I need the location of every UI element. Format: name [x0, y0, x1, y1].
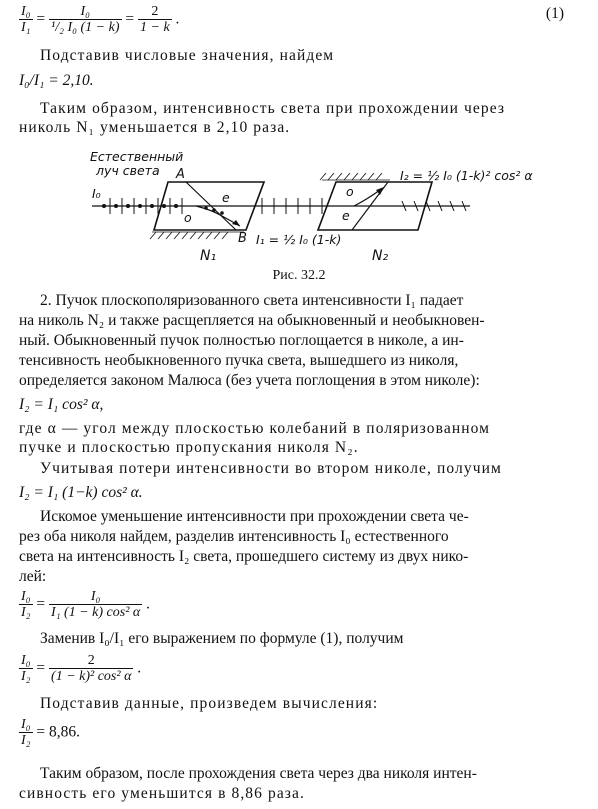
paragraph-4-line-1: где α — угол между плоскостью колебаний в поляризованном: [19, 420, 491, 437]
paragraph-3-line-4: тенсивность необыкновенного пучка света, вышедшего из николя,: [19, 352, 459, 369]
equation-number: (1): [545, 5, 564, 22]
label-natural-light: Естественный: [90, 149, 184, 164]
label-I0: I₀: [92, 186, 101, 201]
result-1: I₀/I₁ = 2,10.: [19, 72, 94, 89]
paragraph-2-line-2: николь N₁ уменьшается в 2,10 раза.: [19, 119, 291, 136]
paragraph-3-line-1: 2. Пучок плоскополяризованного света интенсивности I₁ падает: [40, 292, 464, 309]
paragraph-6-line-3: света на интенсивность I₂ света, прошедшего систему из двух нико-: [19, 548, 469, 565]
label-A: A: [176, 167, 185, 182]
figure-caption: Рис. 32.2: [272, 268, 326, 283]
equation-4: $\frac{\text{I₀}}{\text{I₂}}$ = $\frac{\text{I₀}}{\text{I₁ (1 − k) cos² α}}$ .: [21, 589, 151, 620]
paragraph-9-line-2: сивность его уменьшится в 8,86 раза.: [19, 785, 305, 802]
equation-2: I₂ = I₁ cos² α,: [19, 396, 104, 413]
label-e2: e: [342, 208, 350, 223]
equation-1: $\frac{\text{I₀}}{\text{I₁}}$ = $\frac{\text{I₀}}{\text{¹/₂ I₀ (1 − k)}}$ = $\frac{2}{1 - k}$ . (1): [21, 4, 564, 35]
paragraph-6-line-2: рез оба николя найдем, разделив интенсивность I₀ естественного: [19, 528, 449, 545]
paragraph-6-line-4: лей:: [19, 568, 47, 585]
label-N2: N₂: [372, 248, 389, 264]
hatching-1: [150, 232, 244, 239]
paragraph-4-line-2: пучке и плоскостью пропускания николя N₂.: [19, 439, 359, 456]
paragraph-3-line-5: определяется законом Малюса (без учета поглощения в этом николе):: [19, 372, 480, 389]
label-o2: o: [346, 184, 354, 199]
label-o1: o: [184, 210, 192, 225]
paragraph-8: Подставив данные, произведем вычисления:: [40, 695, 379, 712]
paragraph-3-line-2: на николь N₂ и также расщепляется на обыкновенный и необыкновен-: [19, 312, 485, 329]
equation-6: $\frac{\text{I₀}}{\text{I₂}}$ = 8,86.: [21, 717, 81, 748]
label-e1: e: [222, 190, 230, 205]
paragraph-5: Учитывая потери интенсивности во втором николе, получим: [40, 460, 502, 477]
label-B: B: [238, 231, 247, 246]
label-light-ray: луч света: [96, 163, 160, 178]
label-I1: I₁ = ½ I₀ (1-k): [256, 232, 342, 247]
paragraph-7: Заменив I₀/I₁ его выражением по формуле (1), получим: [40, 630, 404, 647]
paragraph-3-line-3: ный. Обыкновенный пучок полностью поглощается в николе, а ин-: [19, 332, 464, 349]
equation-5: $\frac{\text{I₀}}{\text{I₂}}$ = $\frac{2}{\text{(1 − k)² cos² α}}$ .: [21, 653, 142, 684]
hatching-2: [320, 173, 390, 180]
equation-3: I₂ = I₁ (1−k) cos² α.: [19, 484, 143, 501]
paragraph-1: Подставив числовые значения, найдем: [40, 47, 335, 64]
paragraph-6-line-1: Искомое уменьшение интенсивности при прохождении света че-: [40, 508, 469, 525]
paragraph-9-line-1: Таким образом, после прохождения света через два николя интен-: [40, 765, 477, 782]
label-I2: I₂ = ½ I₀ (1-k)² cos² α: [400, 168, 533, 183]
label-N1: N₁: [200, 248, 217, 264]
paragraph-2-line-1: Таким образом, интенсивность света при прохождении через: [40, 100, 506, 117]
